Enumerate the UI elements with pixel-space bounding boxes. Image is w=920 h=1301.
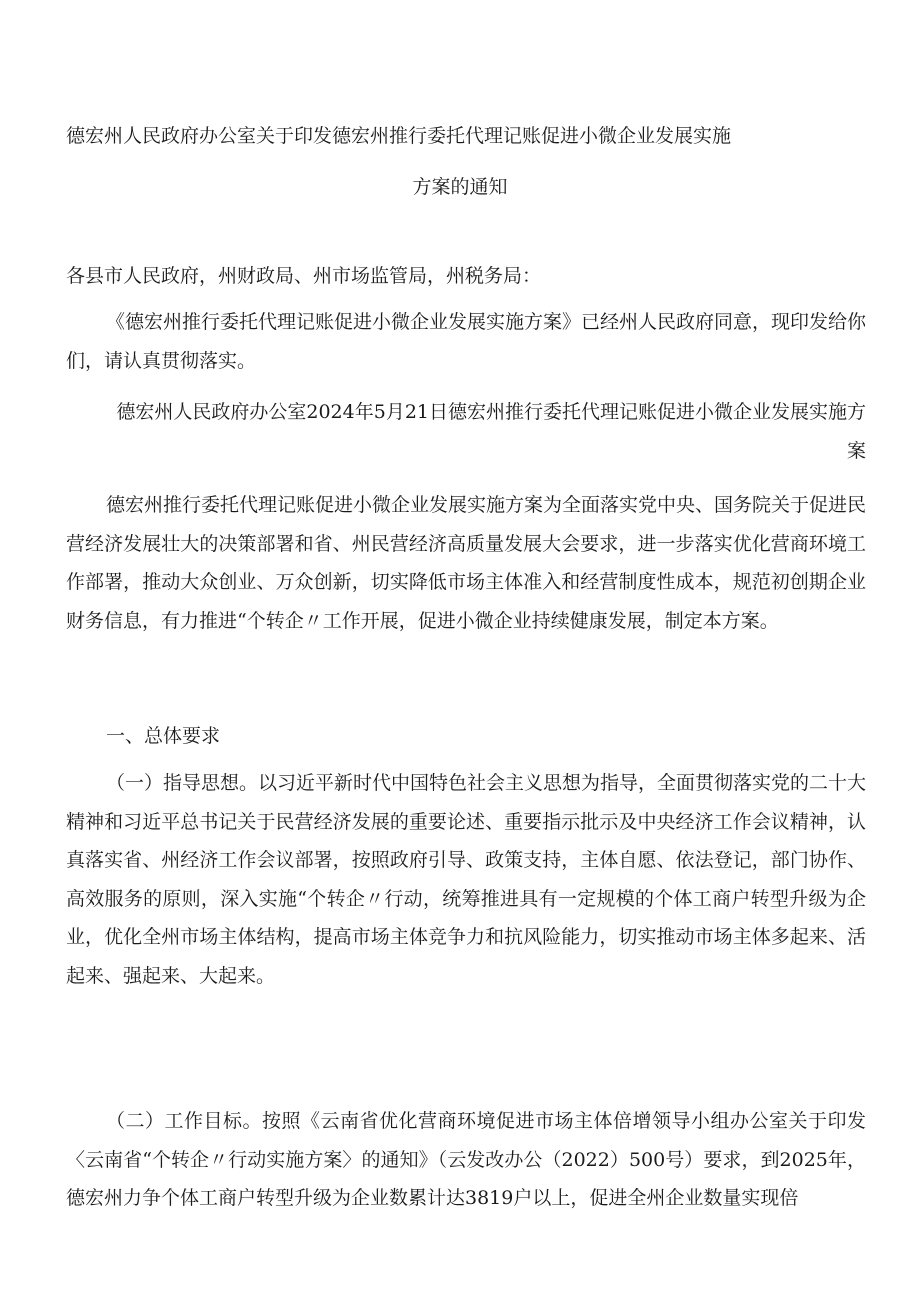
lead-paragraph: 德宏州推行委托代理记账促进小微企业发展实施方案为全面落实党中央、国务院关于促进民营经济发展壮大的决策部署和省、州民营经济高质量发展大会要求，进一步落实优化营商环境工作部署，推动大众创业、万众创新，切实降低市场主体准入和经营制度性成本，规范初创期企业财务信息，有力推进“个转企〃工作开展，促进小微企业持续健康发展，制定本方案。 bbox=[66, 494, 867, 632]
guiding-thought-paragraph: （一）指导思想。以习近平新时代中国特色社会主义思想为指导，全面贯彻落实党的二十大精神和习近平总书记关于民营经济发展的重要论述、重要指示批示及中央经济工作会议精神，认真落实省、州经济工作会议部署，按照政府引导、政策支持，主体自愿、依法登记，部门协作、高效服务的原则，深入实施“个转企〃行动，统筹推进具有一定规模的个体工商户转型升级为企业，优化全州市场主体结构，提高市场主体竞争力和抗风险能力，切实推动市场主体多起来、活起来、强起来、大起来。 bbox=[66, 772, 867, 987]
addressee: 各县市人民政府，州财政局、州市场监管局，州税务局： bbox=[66, 265, 542, 287]
section-heading-general-requirements: 一、总体要求 bbox=[106, 725, 221, 747]
document-title-line-2: 方案的通知 bbox=[412, 176, 508, 198]
work-goal-paragraph: （二）工作目标。按照《云南省优化营商环境促进市场主体倍增领导小组办公室关于印发〈云南省“个转企〃行动实施方案〉的通知》（云发改办公（2022）500号）要求，到2025年，德宏州力争个体工商户转型升级为企业数累计达3819户以上，促进全州企业数量实现倍 bbox=[66, 1110, 866, 1209]
document-title-line-1: 德宏州人民政府办公室关于印发德宏州推行委托代理记账促进小微企业发展实施 bbox=[66, 125, 732, 147]
intro-paragraph: 《德宏州推行委托代理记账促进小微企业发展实施方案》已经州人民政府同意，现印发给你们，请认真贯彻落实。 bbox=[66, 311, 867, 372]
signature-and-plan-title: 德宏州人民政府办公室2024年5月21日德宏州推行委托代理记账促进小微企业发展实施方案 bbox=[116, 401, 866, 462]
